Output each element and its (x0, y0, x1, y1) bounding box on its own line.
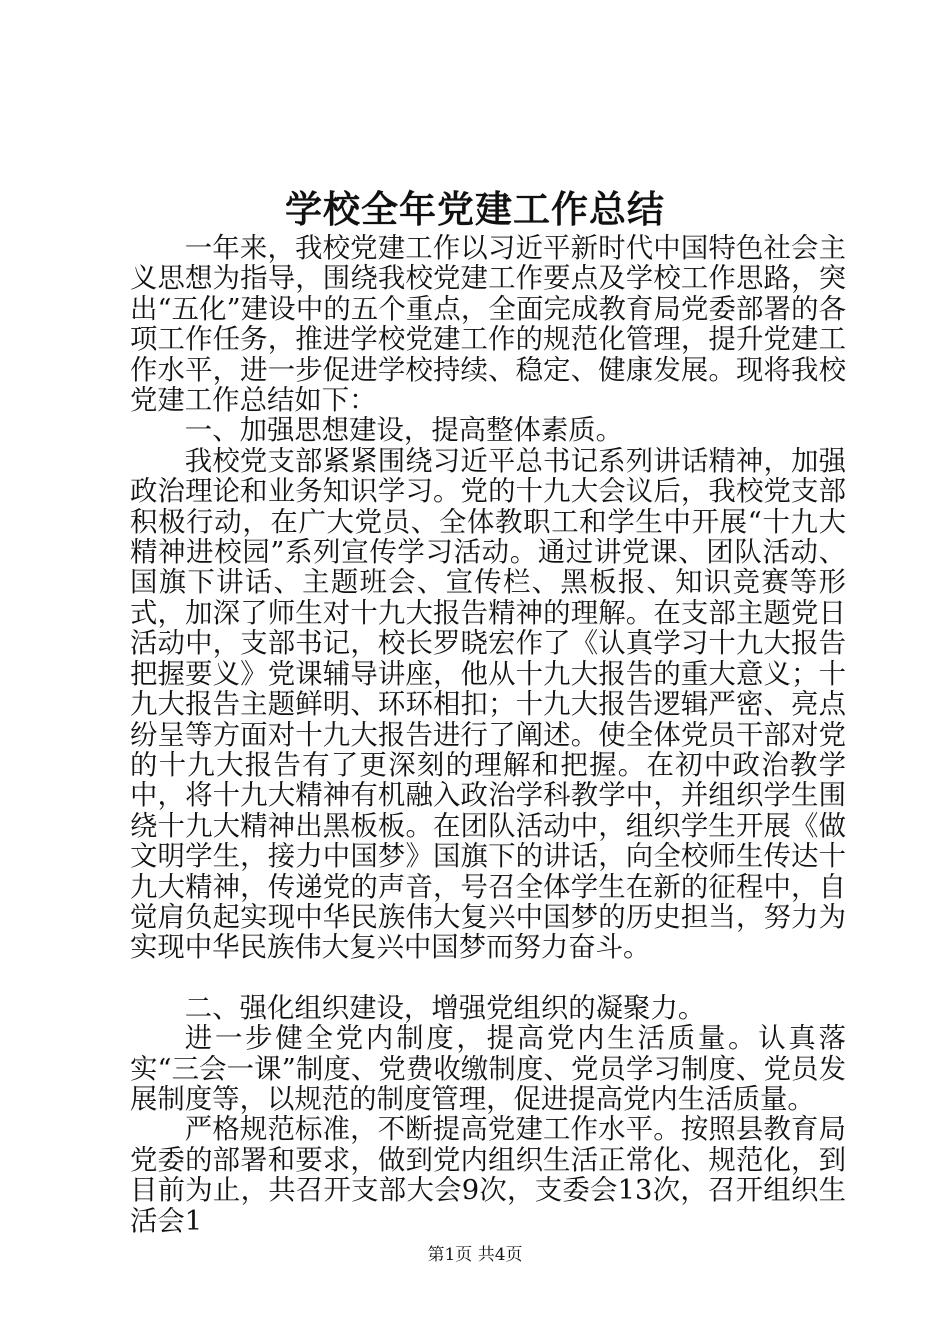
document-body (130, 234, 846, 1237)
section-2-paragraph-1: 进一步健全党内制度，提高党内生活质量。认真落实“三会一课”制度、党费收缴制度、党员学习制度、党员发展制度等，以规范的制度管理，促进提高党内生活质量。 (130, 1023, 846, 1115)
section-2-paragraph-2: 严格规范标准，不断提高党建工作水平。按照县教育局党委的部署和要求，做到党内组织生活正常化、规范化，到目前为止，共召开支部大会9次，支委会13次，召开组织生活会1 (130, 1114, 846, 1237)
section-heading-2: 二、强化组织建设，增强党组织的凝聚力。 (184, 992, 706, 1024)
section-heading-1: 一、加强思想建设，提高整体素质。 (184, 415, 624, 447)
section-1-paragraph: 我校党支部紧紧围绕习近平总书记系列讲话精神，加强政治理论和业务知识学习。党的十九大会议后，我校党支部积极行动，在广大党员、全体教职工和学生中开展“十九大精神进校园”系列宣传学习活动。通过讲党课、团队活动、国旗下讲话、主题班会、宣传栏、黑板报、知识竞赛等形式，加深了师生对十九大报告精神的理解。在支部主题党日活动中，支部书记，校长罗晓宏作了《认真学习十九大报告把握要义》党课辅导讲座，他从十九大报告的重大意义；十九大报告主题鲜明、环环相扣；十九大报告逻辑严密、亮点纷呈等方面对十九大报告进行了阐述。使全体党员干部对党的十九大报告有了更深刻的理解和把握。在初中政治教学中，将十九大精神有机融入政治学科教学中，并组织学生围绕十九大精神出黑板板。在团队活动中，组织学生开展《做文明学生，接力中国梦》国旗下的讲话，向全校师生传达十九大精神，传递党的声音，号召全体学生在新的征程中，自觉肩负起实现中华民族伟大复兴中国梦的历史担当，努力为实现中华民族伟大复兴中国梦而努力奋斗。 (130, 445, 846, 964)
page-number-footer: 第1页 共4页 (427, 1245, 523, 1265)
document-title: 学校全年党建工作总结 (285, 187, 665, 231)
intro-paragraph: 一年来，我校党建工作以习近平新时代中国特色社会主义思想为指导，围绕我校党建工作要点及学校工作思路，突出“五化”建设中的五个重点，全面完成教育局党委部署的各项工作任务，推进学校党建工作的规范化管理，提升党建工作水平，进一步促进学校持续、稳定、健康发展。现将我校党建工作总结如下： (130, 233, 846, 417)
